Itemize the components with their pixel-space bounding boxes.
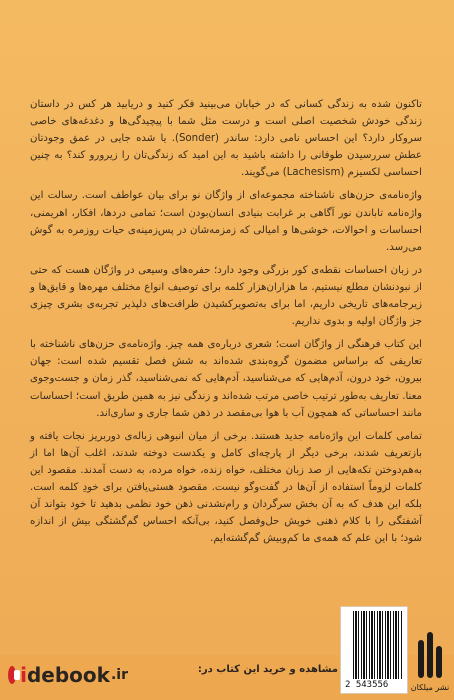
publisher-name: نشر میلکان (410, 683, 450, 692)
idebook-badge-icon (8, 666, 16, 684)
logo-letter-i: i (20, 663, 27, 687)
paragraph-blind-spot: در زبان احساسات نقطه‌ی کور بزرگی وجود دارد؛ حفره‌های وسیعی در واژگان هست که حتی از نبودنشان مطلع نیستیم. ما هزاران‌هزار کلمه برای توصیف انواع مختلف مهره‌ها و قایق‌ها و زیرجامه‌های تاریخی داریم، اما برای به‌تصویرکشیدن ظرافت‌های دلپذیر تجربه‌ی بشری چیزی جز واژگان اولیه و بدوی نداریم. (30, 264, 422, 328)
paragraph-intro: تاکنون شده به زندگی کسانی که در خیابان می‌بینید فکر کنید و دریابید هر کس در داستان زندگی خودش شخصیت اصلی است و درست مثل شما با پیچیدگی‌ها و دغدغه‌های خاصی سروکار دارد؟ این احساس نامی دارد: ساندر (Sonder). یا شده جایی در عمق وجودتان عطش سررسیدن طوفانی را داشته باشید به این امید که زندگی‌تان را زیرورو کند؟ به چنین احساسی لکسیزم (Lachesism) می‌گویند. (30, 99, 423, 179)
publisher-mark-icon (415, 632, 445, 680)
paragraph-book-structure: این کتاب فرهنگی از واژگان است؛ شعری درباره‌ی همه چیز. واژه‌نامه‌ی حزن‌های ناشناخته با تعاریفی که براساس مضمون گروه‌بندی شده‌اند به شش فصل تقسیم شده است: جهان بیرون، خود درون، آدم‌هایی که می‌شناسید، آدم‌هایی که نمی‌شناسید، گذر زمان و جست‌وجوی معنا. تعاریف به‌طور ترتیب خاصی مرتب شده‌اند و زندگی نیز به همین طریق است؛ احساسات مانند احساساتی که همچون آب با هوا بی‌مقصد در ذهن شما جاری و ساری‌اند. (30, 339, 422, 419)
back-cover-text (30, 96, 422, 553)
paragraph-new-words: تمامی کلمات این واژه‌نامه جدید هستند. برخی از میان انبوهی زباله‌ی دوربریز نجات یافته و بازتعریف شدند، برخی دیگر از پارچه‌ای کامل و یکدست دوخته شدند، اغلب آن‌ها اما از به‌هم‌دوختن تکه‌هایی از صد زبان مختلف، خواه زنده، خواه مرده، به دست آمدند. مقصود این کلمات لزوماً استفاده از آن‌ها در گفت‌وگو نیست. مقصود هستی‌یافتن برای خودِ کلمه است. بلکه این هدف که به آن بخش سرگردان و رام‌نشدنی ذهن خود نظمی بدهید تا خود بتواند آن آشفتگی را با کلام ذهنی خویش حل‌وفصل کنید، بی‌آنکه احساس گم‌گشتگی بیش از اندازه شود؛ با این علم که همه‌ی ما کم‌وبیش گم‌گشته‌ایم. (30, 430, 422, 545)
purchase-promo-text[interactable]: مشاهده و خرید این کتاب در: (197, 664, 338, 675)
logo-main-text: debook (26, 663, 110, 687)
logo-domain-text: .ir (110, 667, 128, 683)
publisher-logo (410, 612, 450, 692)
isbn-barcode (340, 606, 408, 694)
barcode-bars-icon (353, 611, 403, 679)
idebook-logo[interactable] (8, 659, 128, 691)
paragraph-dictionary-mission: واژه‌نامه‌ی حزن‌های ناشناخته مجموعه‌ای از واژگان نو برای بیان عواطف است. رسالت این واژه‌نامه تاباندن نور آگاهی بر غرابت بنیادی انسان‌بودن است؛ تمامی دردها، افکار، اهریمنی، احساسات و احوالات، خوشی‌ها و امیالی که زمزمه‌شان در پس‌زمینه‌ی حیات روزمره به گوش می‌رسد. (30, 190, 422, 253)
barcode-digits: 2 543556 (345, 680, 389, 690)
